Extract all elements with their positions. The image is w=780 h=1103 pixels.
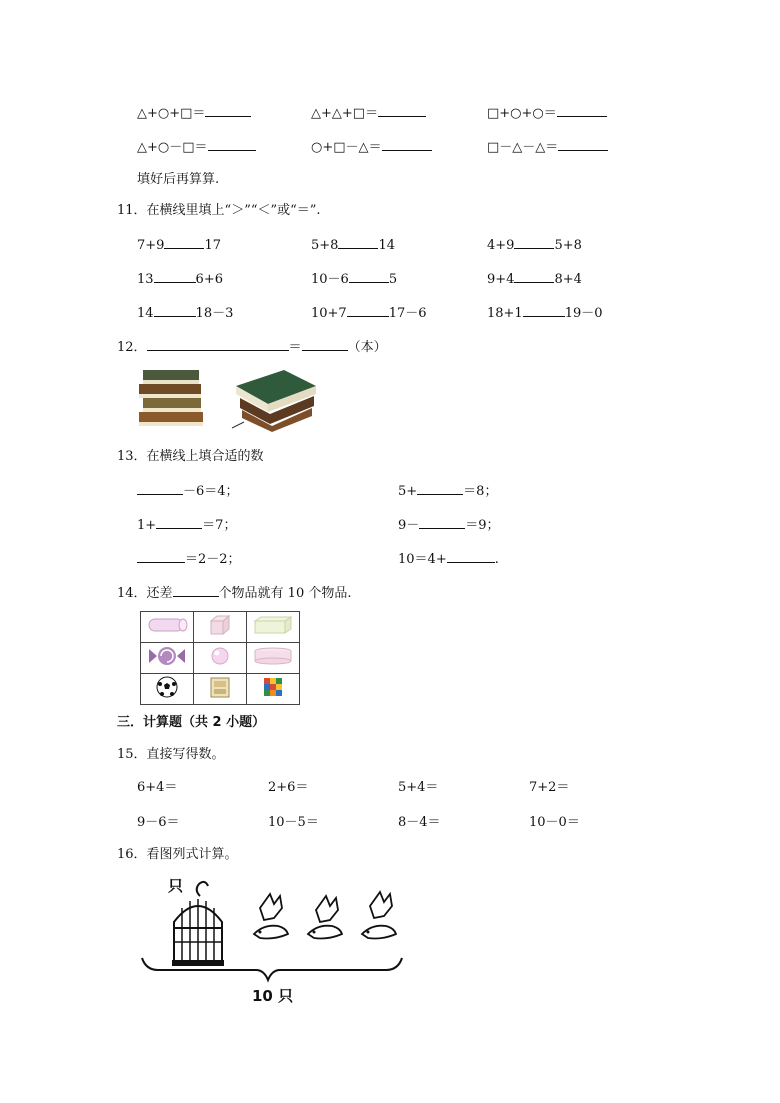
q15-item: 7+2＝ <box>529 780 570 795</box>
answer-blank[interactable] <box>154 304 196 317</box>
q13-left-item: －6＝4； <box>137 482 239 500</box>
q11-title: 11．在横线里填上“＞”“＜”或“＝”. <box>117 203 321 218</box>
q11-item: 10－6 5 <box>311 272 398 287</box>
answer-blank[interactable] <box>154 270 196 283</box>
q15-item: 8－4＝ <box>398 815 441 830</box>
disc-icon <box>247 643 300 674</box>
book-stack-large-icon <box>226 364 322 434</box>
total-label: 10 只 <box>252 987 294 1005</box>
answer-blank[interactable] <box>347 304 389 317</box>
q13-left-item: ＝2－2； <box>137 550 241 568</box>
q11-item: 10+7 17－6 <box>311 306 427 321</box>
answer-blank[interactable] <box>205 104 251 117</box>
q13-right-item: 10＝4+ . <box>398 552 499 567</box>
q13-title: 13．在横线上填合适的数 <box>117 449 264 464</box>
shape-eq-2-3: □－△－△＝ <box>487 138 608 156</box>
q13-left-item: 1+ ＝7； <box>137 518 237 533</box>
q15-item: 10－5＝ <box>268 815 319 830</box>
instruction-text: 填好后再算算. <box>137 172 220 187</box>
q11-item: 5+8 14 <box>311 238 395 253</box>
q14-line: 14．还差 个物品就有 10 个物品. <box>117 586 352 601</box>
shape-eq-2-1: △+○－□＝ <box>137 138 256 156</box>
q15-item: 5+4＝ <box>398 780 439 795</box>
q11-item: 18+1 19－0 <box>487 306 603 321</box>
answer-blank[interactable] <box>208 138 256 151</box>
q15-title: 15．直接写得数。 <box>117 747 225 762</box>
soccer-ball-icon <box>141 674 194 705</box>
box-icon <box>194 674 247 705</box>
objects-grid <box>140 611 300 705</box>
shape-eq-1-3: □+○+○＝ <box>487 104 607 122</box>
answer-blank[interactable] <box>137 482 183 495</box>
cylinder-icon <box>141 612 194 643</box>
answer-blank[interactable] <box>302 338 348 351</box>
q13-right-item: 5+ ＝8； <box>398 484 498 499</box>
answer-blank[interactable] <box>558 138 608 151</box>
shape-eq-1-1: △+○+□＝ <box>137 104 251 122</box>
shape-eq-1-2: △+△+□＝ <box>311 104 426 122</box>
answer-blank[interactable] <box>147 338 289 351</box>
answer-blank[interactable] <box>349 270 389 283</box>
answer-blank[interactable] <box>156 516 202 529</box>
answer-blank[interactable] <box>419 516 465 529</box>
bird-icon <box>308 896 342 939</box>
answer-blank[interactable] <box>514 236 554 249</box>
bird-cage-figure <box>136 872 410 1008</box>
q11-item: 13 6+6 <box>137 272 223 287</box>
q15-item: 10－0＝ <box>529 815 580 830</box>
answer-blank[interactable] <box>164 236 204 249</box>
candy-icon <box>141 643 194 674</box>
cage-label: 只 <box>168 877 184 895</box>
cuboid-icon <box>247 612 300 643</box>
q11-item: 14 18－3 <box>137 306 234 321</box>
q15-item: 2+6＝ <box>268 780 309 795</box>
book-stack-small-icon <box>137 366 209 428</box>
answer-blank[interactable] <box>514 270 554 283</box>
answer-blank[interactable] <box>523 304 565 317</box>
answer-blank[interactable] <box>382 138 432 151</box>
answer-blank[interactable] <box>173 584 219 597</box>
section-heading: 三．计算题（共 2 小题） <box>117 715 266 730</box>
q15-item: 6+4＝ <box>137 780 178 795</box>
answer-blank[interactable] <box>378 104 426 117</box>
q12-line: 12． ＝ （本） <box>117 340 387 355</box>
answer-blank[interactable] <box>338 236 378 249</box>
ball-icon <box>194 643 247 674</box>
bird-icon <box>362 892 396 939</box>
answer-blank[interactable] <box>557 104 607 117</box>
q13-right-item: 9－ ＝9； <box>398 518 500 533</box>
q16-title: 16．看图列式计算。 <box>117 847 238 862</box>
rubiks-cube-icon <box>247 674 300 705</box>
shape-eq-2-2: ○+□－△＝ <box>311 138 432 156</box>
q11-item: 7+9 17 <box>137 238 221 253</box>
answer-blank[interactable] <box>417 482 463 495</box>
answer-blank[interactable] <box>137 550 185 563</box>
q11-item: 4+9 5+8 <box>487 238 582 253</box>
q11-item: 9+4 8+4 <box>487 272 582 287</box>
cube-icon <box>194 612 247 643</box>
bird-icon <box>254 894 288 939</box>
q15-item: 9－6＝ <box>137 815 180 830</box>
answer-blank[interactable] <box>447 550 495 563</box>
